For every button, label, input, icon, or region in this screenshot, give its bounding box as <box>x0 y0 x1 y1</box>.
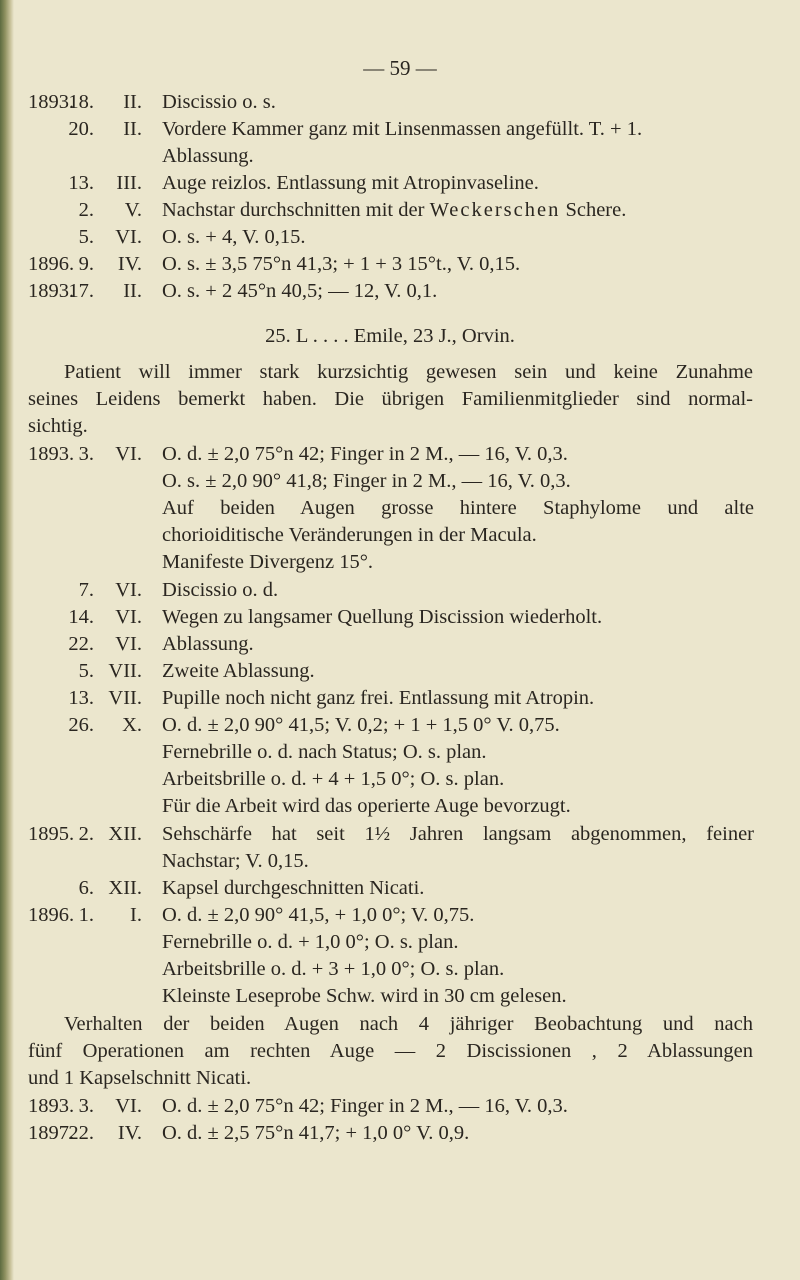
record-year: 1897. <box>28 1122 75 1144</box>
record-text: O. d. ± 2,0 75°n 42; Finger in 2 M., — 16, V. 0,3. <box>162 1095 568 1117</box>
record-month: VI. <box>115 443 142 465</box>
record-text: O. d. ± 2,0 90° 41,5, + 1,0 0°; V. 0,75. <box>162 904 475 926</box>
record-text: Ablassung. <box>162 633 254 655</box>
record-month: VI. <box>115 226 142 248</box>
record-day: 7. <box>78 579 94 601</box>
record-month: II. <box>123 91 142 113</box>
record-month: X. <box>122 714 142 736</box>
record-month: VI. <box>115 579 142 601</box>
record-text: Fernebrille o. d. nach Status; O. s. plan. <box>162 741 487 763</box>
record-day: 20. <box>68 118 94 140</box>
paragraph-line: sichtig. <box>28 415 88 437</box>
paragraph-line: Verhalten der beiden Augen nach 4 jähriger Beobachtung und nach <box>64 1013 753 1035</box>
record-continuation: Auf beiden Augen grosse hintere Staphylome und alte <box>162 497 754 519</box>
record-day: 3. <box>78 443 94 465</box>
record-month: VI. <box>115 1095 142 1117</box>
case-title: 25. L . . . . Emile, 23 J., Orvin. <box>265 325 515 347</box>
record-day: 22. <box>68 633 94 655</box>
record-month: VI. <box>115 606 142 628</box>
record-year: 1896. <box>28 904 75 926</box>
record-month: IV. <box>117 1122 142 1144</box>
record-text: O. s. + 2 45°n 40,5; — 12, V. 0,1. <box>162 280 438 302</box>
record-text: Sehschärfe hat seit 1½ Jahren langsam abgenommen, feiner <box>162 823 754 845</box>
record-month: III. <box>116 172 142 194</box>
record-text: Kapsel durchgeschnitten Nicati. <box>162 877 425 899</box>
record-month: VII. <box>108 687 142 709</box>
paragraph-line: fünf Operationen am rechten Auge — 2 Discissionen , 2 Ablassungen <box>28 1040 753 1062</box>
record-day: 13. <box>68 687 94 709</box>
record-year: 1893. <box>28 443 75 465</box>
page-number: — 59 — <box>363 56 437 80</box>
text-part: Nachstar durchschnitten mit der <box>162 199 430 221</box>
record-day: 22. <box>68 1122 94 1144</box>
record-month: XII. <box>108 823 142 845</box>
record-month: II. <box>123 280 142 302</box>
record-text: O. d. ± 2,0 90° 41,5; V. 0,2; + 1 + 1,5 0° V. 0,75. <box>162 714 560 736</box>
record-text: Discissio o. s. <box>162 91 276 113</box>
record-month: IV. <box>117 253 142 275</box>
record-year: 1893. <box>28 91 75 113</box>
record-text: Auge reizlos. Entlassung mit Atropinvaseline. <box>162 172 539 194</box>
record-text: Manifeste Divergenz 15°. <box>162 551 374 573</box>
record-text: Arbeitsbrille o. d. + 3 + 1,0 0°; O. s. plan. <box>162 958 505 980</box>
record-text: Vordere Kammer ganz mit Linsenmassen angefüllt. T. + 1. <box>162 118 643 140</box>
record-text: O. d. ± 2,5 75°n 41,7; + 1,0 0° V. 0,9. <box>162 1122 470 1144</box>
record-day: 2. <box>78 199 94 221</box>
record-day: 5. <box>78 660 94 682</box>
record-day: 6. <box>78 877 94 899</box>
record-text: Kleinste Leseprobe Schw. wird in 30 cm gelesen. <box>162 985 567 1007</box>
record-month: I. <box>130 904 142 926</box>
record-text: O. d. ± 2,0 75°n 42; Finger in 2 M., — 16, V. 0,3. <box>162 443 568 465</box>
record-month: VI. <box>115 633 142 655</box>
record-year: 1893. <box>28 280 75 302</box>
record-day: 1. <box>78 904 94 926</box>
record-month: VII. <box>108 660 142 682</box>
record-year: 1895. <box>28 823 75 845</box>
record-day: 14. <box>68 606 94 628</box>
record-text: Wegen zu langsamer Quellung Discission wiederholt. <box>162 606 603 628</box>
record-day: 3. <box>78 1095 94 1117</box>
record-month: XII. <box>108 877 142 899</box>
record-text: Für die Arbeit wird das operierte Auge bevorzugt. <box>162 795 571 817</box>
record-text: O. s. ± 2,0 90° 41,8; Finger in 2 M., — 16, V. 0,3. <box>162 470 571 492</box>
record-text: Nachstar; V. 0,15. <box>162 850 309 872</box>
paragraph-line: seines Leidens bemerkt haben. Die übrigen Familienmitglieder sind normal- <box>28 388 753 410</box>
record-day: 13. <box>68 172 94 194</box>
record-day: 5. <box>78 226 94 248</box>
record-day: 18. <box>68 91 94 113</box>
record-year: 1896. <box>28 253 75 275</box>
record-year: 1893. <box>28 1095 75 1117</box>
record-day: 26. <box>68 714 94 736</box>
record-text: Ablassung. <box>162 145 254 167</box>
record-text: O. s. + 4, V. 0,15. <box>162 226 306 248</box>
record-text: chorioiditische Veränderungen in der Macula. <box>162 524 537 546</box>
record-text: Discissio o. d. <box>162 579 279 601</box>
record-text: Zweite Ablassung. <box>162 660 315 682</box>
record-text: Pupille noch nicht ganz frei. Entlassung mit Atropin. <box>162 687 595 709</box>
record-text: Arbeitsbrille o. d. + 4 + 1,5 0°; O. s. plan. <box>162 768 505 790</box>
record-day: 9. <box>78 253 94 275</box>
paragraph-line: Patient will immer stark kurzsichtig gewesen sein und keine Zunahme <box>64 361 753 383</box>
record-month: V. <box>124 199 142 221</box>
record-text: O. s. ± 3,5 75°n 41,3; + 1 + 3 15°t., V. 0,15. <box>162 253 521 275</box>
paragraph-line: und 1 Kapselschnitt Nicati. <box>28 1067 252 1089</box>
record-month: II. <box>123 118 142 140</box>
record-text: Fernebrille o. d. + 1,0 0°; O. s. plan. <box>162 931 459 953</box>
record-text <box>162 199 626 222</box>
record-day: 2. <box>78 823 94 845</box>
record-day: 17. <box>68 280 94 302</box>
spaced-name: Weckerschen <box>429 199 561 221</box>
text-part: Schere. <box>560 199 627 221</box>
